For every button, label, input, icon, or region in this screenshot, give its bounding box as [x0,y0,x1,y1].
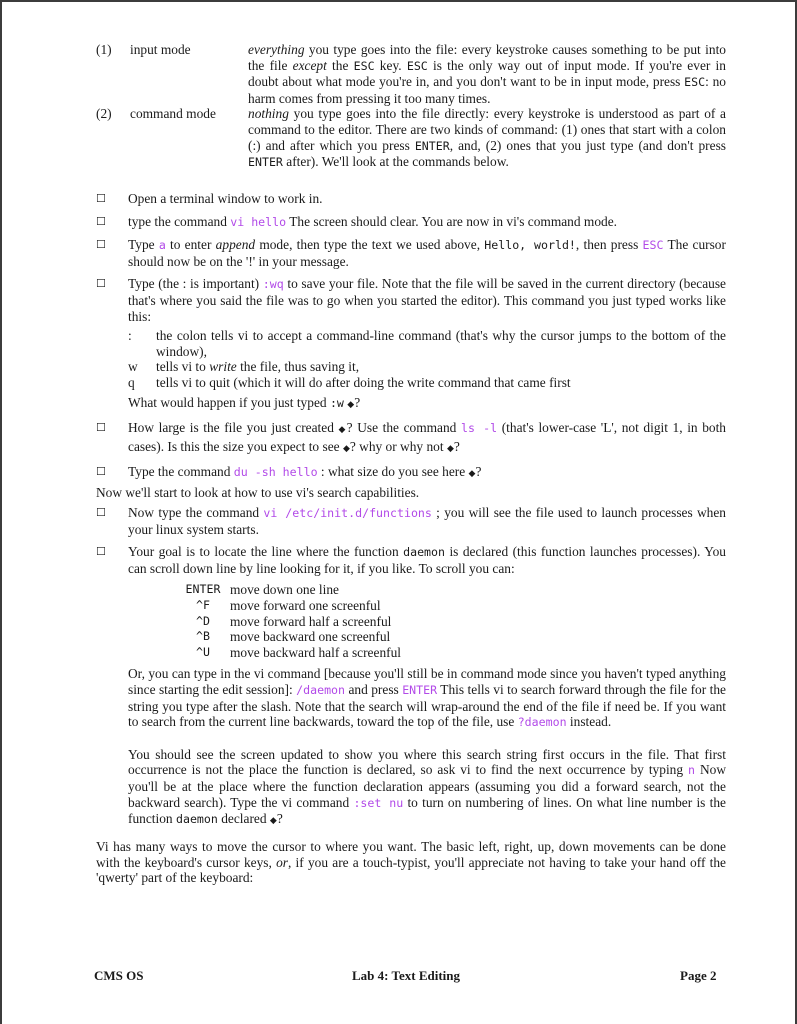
scroll-keys-table: ENTER move down one line ^F move forward one screenful ^D move forward half a screenful ^B move backward one screenful ^U move backward half a screenful [185,582,402,660]
checkbox-icon: ☐ [96,545,106,559]
diamond-icon: ◆ [269,816,277,827]
step-item: ☐ type the command vi hello The screen should clear. You are now in vi's command mode. [96,213,618,229]
mode-name: input mode [130,42,191,57]
footer-page-number: Page 2 [680,968,717,983]
diamond-icon: ◆ [338,425,347,436]
diamond-icon: ◆ [347,399,355,410]
search-steps-list [96,505,726,837]
checkbox-icon: ☐ [96,506,106,519]
step-item: ☐ Type (the : is important) :wq to save your file. Note that the file will be saved in the current directory (because that's where you said the file was to go when you started the editor). This command you just typed works like this: : the colon tells vi to accept a command-line command (that's why the cursor jumps to the bottom of the window), w tells vi to write the file, thus saving it, q tells vi to quit (which it will do after doing the write command that came first What would happen if you just typed :w ◆? [96,276,726,413]
search-paragraph: Or, you can type in the vi command [because you'll still be in command mode since you haven't typed anything since starting the edit session]: /daemon and press ENTER This tells vi to search forward through the file for the string you type after the slash. Note that the search will wrap-around the end of the file if need be. If you want to search from the current line backwards, toward the top of the file, use ?daemon instead. [128,666,726,730]
mode-number: (1) [96,42,112,57]
mode-input [96,42,726,106]
question: What would happen if you just typed :w ◆? [128,394,361,410]
closing-paragraph: Vi has many ways to move the cursor to where you want. The basic left, right, up, down movements can be done with the keyboard's cursor keys, or, if you are a touch-typist, you'll appreciate not having to take your hand off the 'qwerty' part of the keyboard: [96,839,726,886]
checkbox-icon: ☐ [96,192,106,205]
step-item: ☐ Now type the command vi /etc/init.d/functions ; you will see the file used to launch processes when your linux system starts. [96,505,726,537]
mode-description: everything you type goes into the file: every keystroke causes something to be put into the file except the ESC key. ESC is the only way out of input mode. If you're ever in doubt about what mode you're in, and you don't want to be in input mode, press ESC: no harm comes from pressing it too many times. [248,42,726,106]
search-next-paragraph: You should see the screen updated to show you where this search string first occurs in the file. That first occurrence is not the place the function is declared, so ask vi to find the next occurrence by typing n Now you'll be at the place where the function declaration appears (assuming you did a forward search, not the backward search). Type the vi command :set nu to turn on numbering of lines. On what line number is the function daemon declared ◆? [128,746,726,827]
step-item: ☐ Open a terminal window to work in. [96,191,323,206]
document-page [2,2,795,1024]
step-item: ☐ Type the command du -sh hello : what size do you see here ◆? [96,464,726,483]
diamond-icon: ◆ [342,443,350,454]
diamond-icon: ◆ [468,469,476,480]
checkbox-icon: ☐ [96,277,106,291]
step-item: ☐ Your goal is to locate the line where the function daemon is declared (this function launches processes). You can scroll down line by line looking for it, if you like. To scroll you can: ENTER move down one line ^F move forward one screenful ^D move forward half a screenful ^B move backward one screenful ^U move backward half a screenful Or, you can type in the vi command [because you'll still be in command mode since you haven't typed anything since starting the edit session]: /daemon and press ENTER This tells vi to search forward through the file for the string you type after the slash. Note that the search will wrap-around the end of the file if need be. If you want to search from the current line backwards, toward the top of the file, use ?daemon instead. You should see the screen updated to show you where this search string first occurs in the file. That first occurrence is not the place the function is declared, so ask vi to find the next occurrence by typing n Now you'll be at the place where the function declaration appears (assuming you did a forward search, not the backward search). Type the vi command :set nu to turn on numbering of lines. On what line number is the function daemon declared ◆? [96,544,726,830]
checkbox-icon: ☐ [96,214,106,228]
search-intro: Now we'll start to look at how to use vi's search capabilities. [96,485,420,500]
step-item: ☐ Type a to enter append mode, then type the text we used above, Hello, world!, then press ESC The cursor should now be on the '!' in your message. [96,237,726,269]
footer-left: CMS OS [94,968,144,983]
vi-modes-list [96,42,726,171]
checkbox-icon: ☐ [96,238,106,252]
footer-center: Lab 4: Text Editing [352,968,461,983]
diamond-icon: ◆ [446,443,454,454]
step-item: ☐ How large is the file you just created ◆? Use the command ls -l (that's lower-case 'L', not digit 1, in both cases). Is this the size you expect to see ◆? why or why not ◆? [96,420,726,457]
mode-number: (2) [96,106,112,122]
steps-list [96,191,726,490]
command-breakdown: : the colon tells vi to accept a command-line command (that's why the cursor jumps to the bottom of the window), w tells vi to write the file, thus saving it, q tells vi to quit (which it will do after doing the write command that came first [128,328,726,390]
mode-description: nothing you type goes into the file directly: every keystroke is understood as part of a command to the editor. There are two kinds of command: (1) ones that start with a colon (:) and after which you press ENTER, and, (2) ones that you just type (and don't press ENTER after). We'll look at the commands below. [248,106,727,170]
checkbox-icon: ☐ [96,465,106,479]
checkbox-icon: ☐ [96,421,106,435]
mode-command [96,106,726,170]
mode-name: command mode [130,106,216,122]
